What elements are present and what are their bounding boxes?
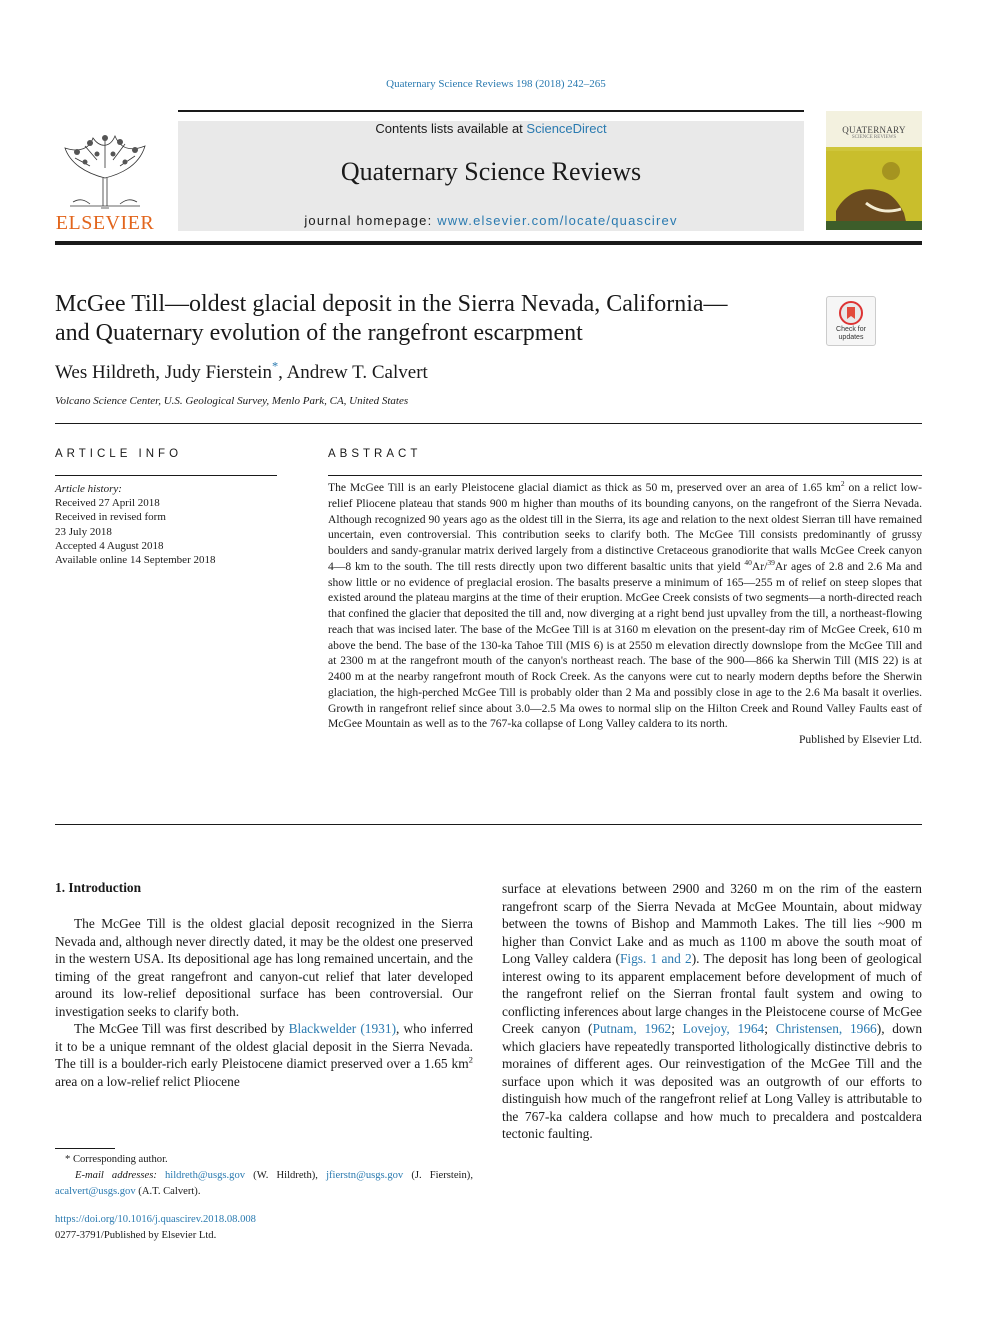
- doi-block: https://doi.org/10.1016/j.quascirev.2018.08.008 0277-3791/Published by Elsevier Ltd.: [55, 1214, 256, 1241]
- journal-citation[interactable]: Quaternary Science Reviews 198 (2018) 242–265: [386, 78, 606, 90]
- body-column-left: The McGee Till is the oldest glacial deposit recognized in the Sierra Nevada and, although never directly dated, it may be the oldest one preserved in the western USA. Its depositional age has long remained uncertain, and the timing of the great rangefront and canyon-cut relief that later developed around its low-relief depositional surface has been controversial. Our investigation seeks to clarify both. The McGee Till was first described by Blackwelder (1931), who inferred it to be a unique remnant of the oldest glacial deposit in the Sierra Nevada. The till is a boulder-rich early Pleistocene diamict preserved over a 1.65 $km^2$ area on a low-relief relict Pliocene: [55, 916, 474, 1089]
- doi-link[interactable]: https://doi.org/10.1016/j.quascirev.2018.08.008: [55, 1214, 256, 1225]
- journal-title: Quaternary Science Reviews: [340, 157, 642, 186]
- sciencedirect-link[interactable]: ScienceDirect: [526, 121, 607, 136]
- check-for-updates-badge[interactable]: Check for updates: [826, 296, 876, 346]
- contents-line: Contents lists available at ScienceDirect: [375, 121, 607, 136]
- divider: [55, 824, 922, 825]
- divider: [55, 423, 922, 424]
- article-title: McGee Till—oldest glacial deposit in the Sierra Nevada, California— and Quaternary evolution of the rangefront escarpment: [55, 291, 728, 346]
- abstract-heading: ABSTRACT: [328, 448, 422, 460]
- mammoth-cover-image-icon: [826, 151, 922, 230]
- header-rule-top: [178, 110, 804, 112]
- email-hildreth-link[interactable]: hildreth@usgs.gov: [164, 1170, 246, 1181]
- journal-homepage: journal homepage: www.elsevier.com/locate/quascirev: [304, 213, 678, 228]
- ref-christensen-link[interactable]: Christensen, 1966: [775, 1021, 877, 1036]
- homepage-link[interactable]: www.elsevier.com/locate/quascirev: [437, 213, 678, 228]
- article-history: Article history: Received 27 April 2018 Received in revised form 23 July 2018 Accepted 4 August 2018 Available online 14 September 2018: [55, 483, 216, 567]
- ref-blackwelder-link[interactable]: Blackwelder (1931): [288, 1021, 397, 1036]
- elsevier-wordmark: ELSEVIER: [55, 212, 155, 234]
- corresponding-author-mark[interactable]: *: [271, 359, 279, 374]
- section-heading-introduction: 1. Introduction: [55, 880, 142, 895]
- journal-cover[interactable]: QUATERNARY SCIENCE REVIEWS: [826, 111, 922, 230]
- footnote-rule: [55, 1148, 115, 1149]
- published-by: Published by Elsevier Ltd.: [798, 733, 922, 746]
- article-info-heading: ARTICLE INFO: [55, 448, 183, 460]
- ref-lovejoy-link[interactable]: Lovejoy, 1964: [682, 1021, 765, 1036]
- affiliation: Volcano Science Center, U.S. Geological Survey, Menlo Park, CA, United States: [55, 395, 409, 407]
- divider: [55, 475, 277, 476]
- ref-figs-link[interactable]: Figs. 1 and 2: [619, 951, 692, 966]
- bookmark-icon: [839, 301, 863, 325]
- divider: [328, 475, 922, 476]
- footnote: * Corresponding author. E-mail addresses: hildreth@usgs.gov (W. Hildreth), jfierstn@usgs.gov (J. Fierstein), acalvert@usgs.gov (A.T. Calvert).: [55, 1154, 473, 1197]
- email-fierstein-link[interactable]: jfierstn@usgs.gov: [326, 1170, 404, 1181]
- author-list: Wes Hildreth, Judy Fierstein*, Andrew T. Calvert: [55, 359, 428, 383]
- body-column-right: surface at elevations between 2900 and 3260 m on the rim of the eastern rangefront scarp of the Sierra Nevada at McGee Mountain, about midway between the towns of Bishop and Mammoth Lakes. The till lies ~900 m higher than Convict Lake and as much as 1100 m above the south moat of Long Valley caldera (Figs. 1 and 2). The deposit has long been of geological interest owing to its apparent emplacement before development of much of the rangefront relief on the Sierran frontal fault system and owing to conflicting inferences about large changes in the Pleistocene course of McGee Creek canyon (Putnam, 1962; Lovejoy, 1964; Christensen, 1966), down which glaciers have repeatedly transported lithologically distinctive debris to moraines of different ages. Our reinvestigation of the McGee Till and the surface upon which it was deposited was an outgrowth of our efforts to distinguish how much of the rangefront relief at Long Valley is attributable to the 767-ka caldera collapse and how much to precaldera and postcaldera tectonic faulting.: [502, 881, 923, 1141]
- email-calvert-link[interactable]: acalvert@usgs.gov: [55, 1186, 136, 1197]
- header-rule-bottom: [55, 241, 922, 245]
- abstract-text: The McGee Till is an early Pleistocene glacial diamict as thick as 50 m, preserved over an area of 1.65 $km^2$ on a relict low-relief Pliocene plateau that stands 900 m higher than mouths of its bounding canyons, on the rangefront of the Sierra Nevada. Although recognized 90 years ago as the oldest till in the Sierra, its age and relation to the next oldest Sierran till have remained uncertain, even controversial. This contribution seeks to clarify both. The McGee Till consists predominantly of grussy boulders and sandy-granular matrix derived largely from a distinctive Cretaceous granodiorite that walls McGee Creek canyon 4—8 km to the south. The till rests directly upon two different basaltic units that yield $^{40}$Ar/$^{39}$Ar ages of 2.8 and 2.6 Ma and show little or no evidence of preglacial erosion. The basalts preserve a minimum of 165—255 m of relief on steep slopes that existed around the plateau margins at the time of their eruption. McGee Creek consists of two segments—a north-directed reach that confined the glacier that deposited the till and, now diverging at a right bend just upvalley from the till, a northeast-flowing reach that was incised later. The base of the McGee Till is at 3160 m elevation on the present-day rim of McGee Creek, 610 m above the bend. The base of the 130-ka Tahoe Till (MIS 6) is at 2550 m elevation directly downslope from the McGee Till and at 2300 m at the rangefront mouth of the canyon's northeast reach. The base of the 900—866 ka Sherwin Till (MIS 22) is at 2400 m at the nearby rangefront mouth of Rock Creek. As the canyons were cut to nearly modern depths before the Sherwin glaciation, the high-perched McGee Till is probably older than 2 Ma and possibly close in age to the 2.6 Ma basalt it overlies. Growth in rangefront relief since about 3.0—2.5 Ma owes to normal slip on the Hilton Creek and Round Valley Faults east of McGee Mountain as well as to the 767-ka collapse of Long Valley caldera to its north. Published by Elsevier Ltd.: [328, 479, 923, 746]
- ref-putnam-link[interactable]: Putnam, 1962: [592, 1021, 672, 1036]
